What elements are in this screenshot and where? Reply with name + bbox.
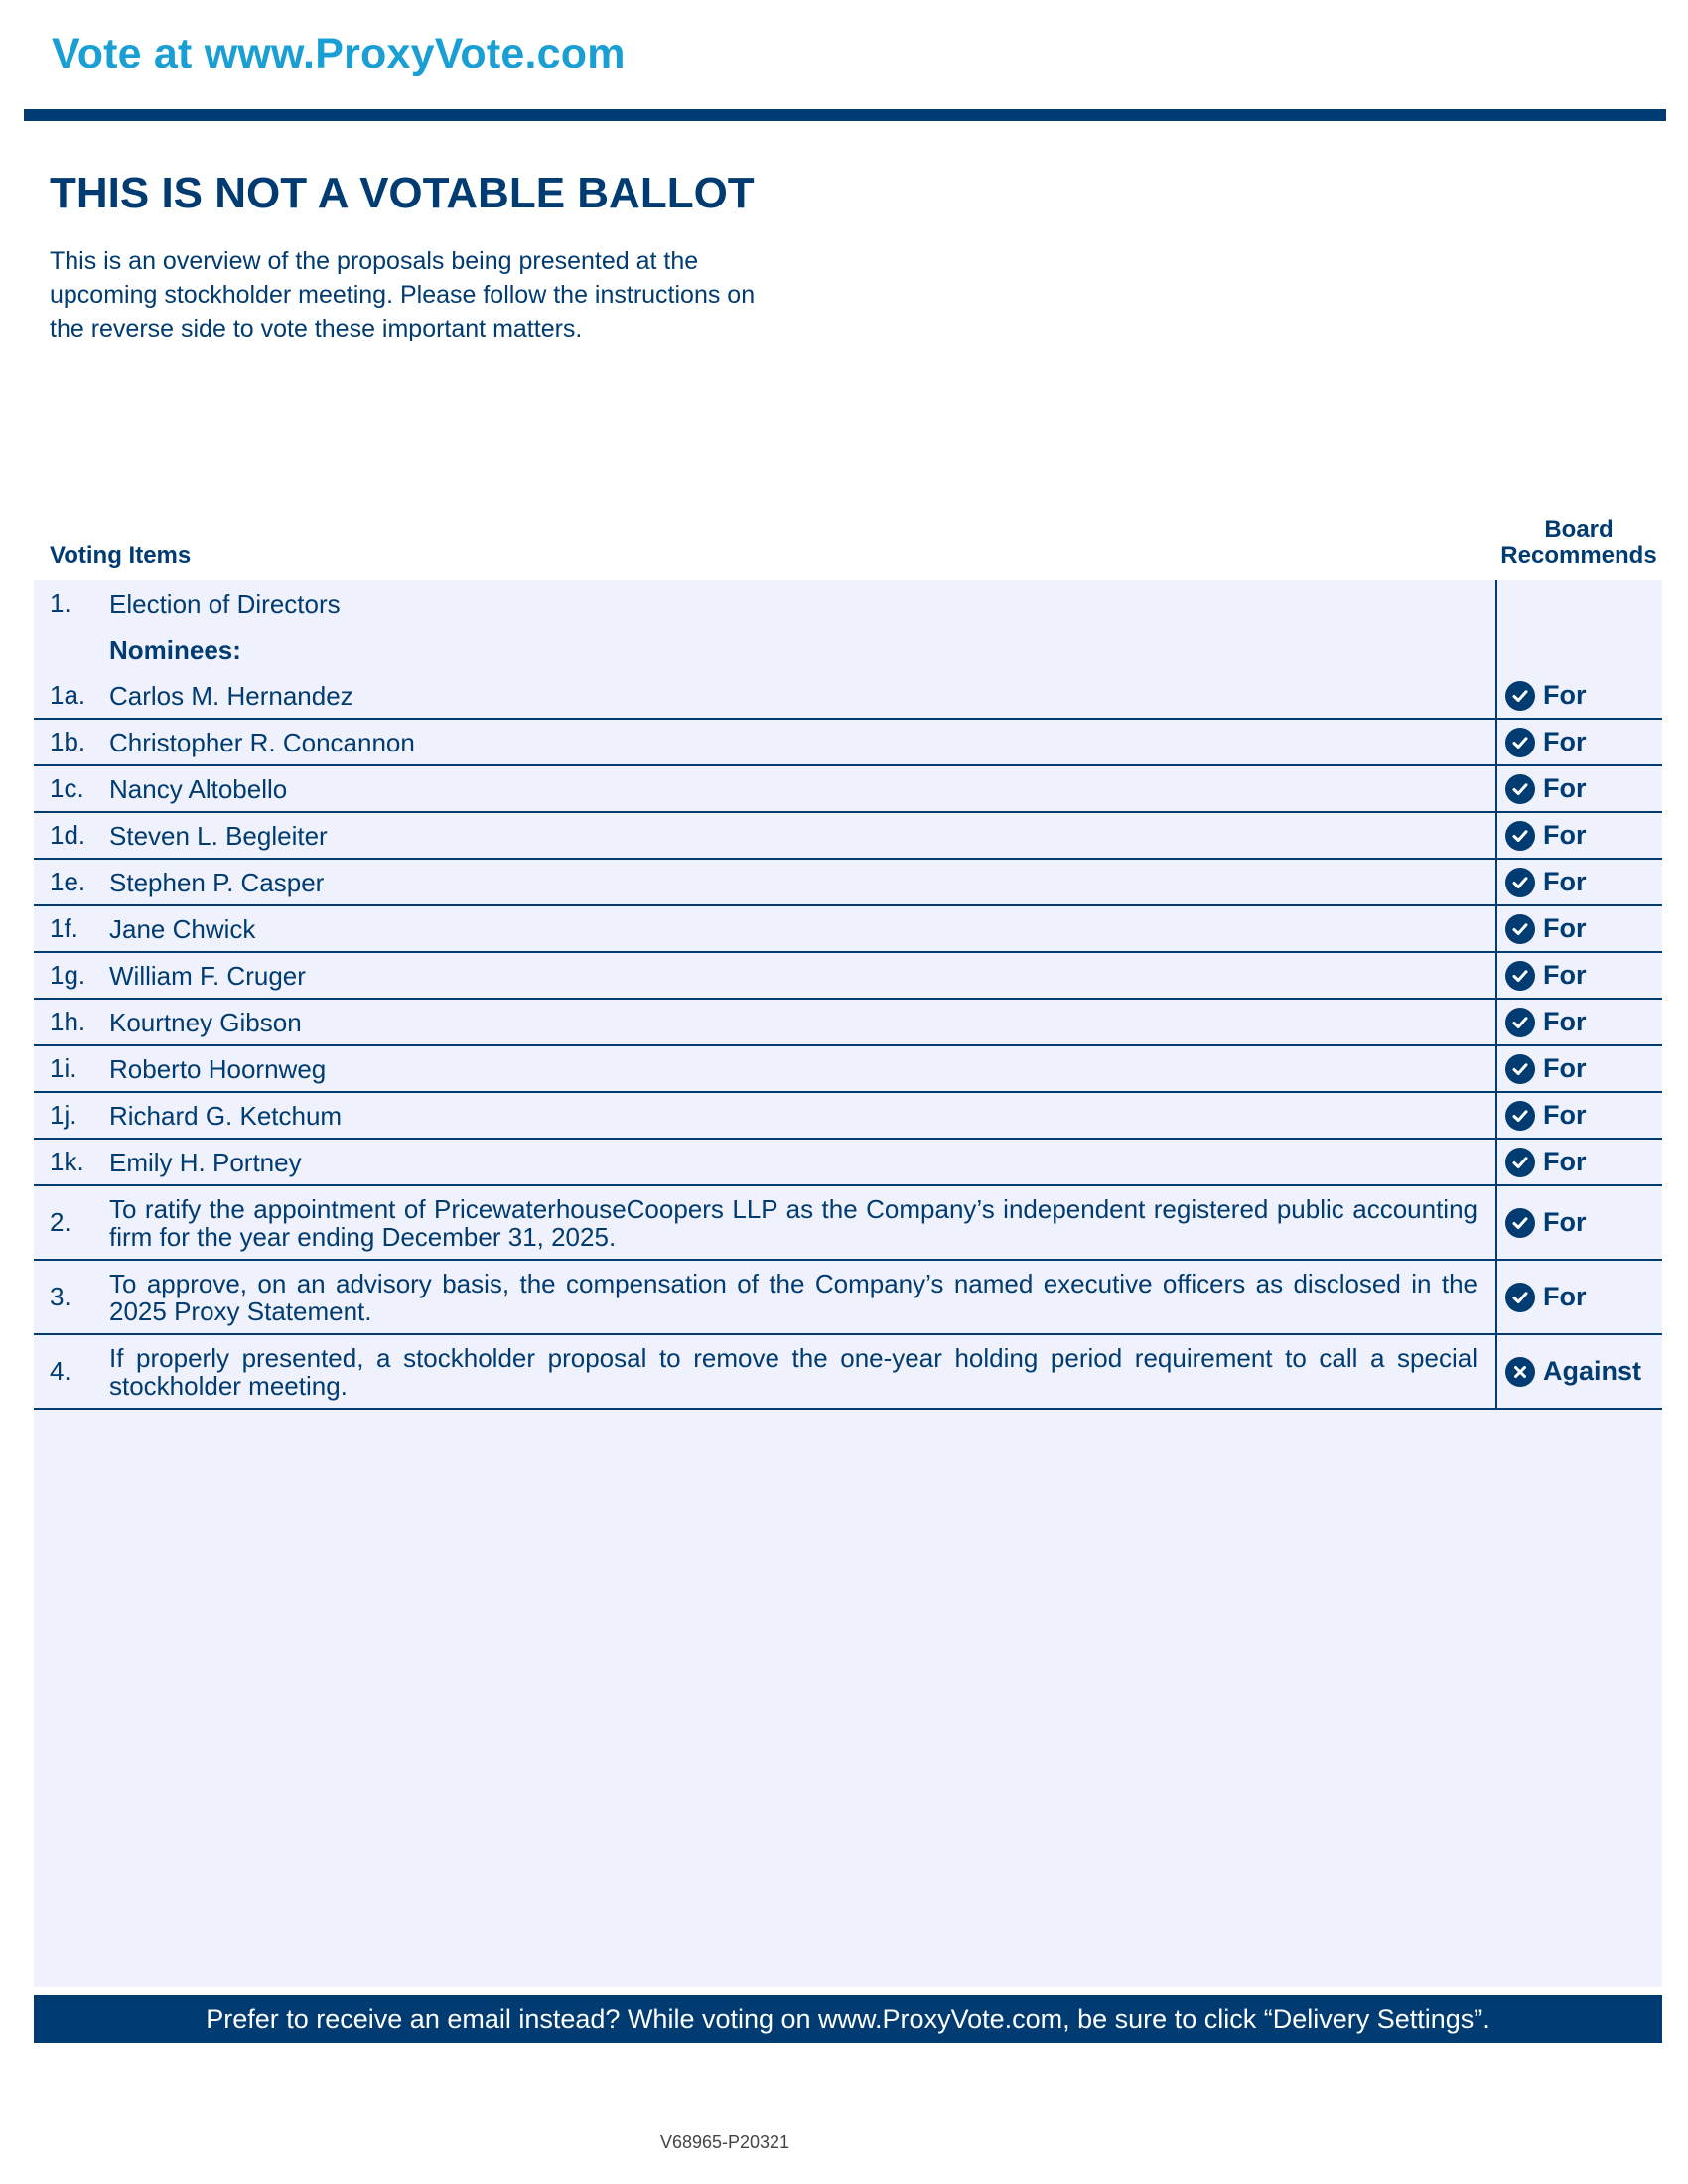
table-row: [34, 906, 1662, 953]
item-text: To approve, on an advisory basis, the compensation of the Company’s named executive officers as disclosed in the 2025 Proxy Statement.: [109, 1268, 1477, 1326]
item-text: If properly presented, a stockholder proposal to remove the one-year holding period requirement to call a special stockholder meeting.: [109, 1342, 1477, 1401]
recommendation-label: For: [1543, 867, 1587, 896]
recommendation-cell: [1495, 813, 1658, 858]
recommendation-cell-empty: [1495, 580, 1658, 626]
recommendation-label: For: [1543, 773, 1587, 803]
check-icon: [1511, 920, 1529, 938]
table-row: [34, 720, 1662, 766]
recommendation-label: For: [1543, 913, 1587, 943]
check-icon: [1511, 780, 1529, 798]
recommendation-label: For: [1543, 1053, 1587, 1083]
item-number: 1.: [50, 588, 71, 617]
recommendation-cell: [1495, 1186, 1658, 1259]
table-row-nominees: [34, 626, 1662, 673]
item-number: 1g.: [50, 960, 86, 990]
item-text: Steven L. Begleiter: [109, 820, 328, 851]
item-text: Richard G. Ketchum: [109, 1100, 343, 1131]
recommendation-label: For: [1543, 1007, 1587, 1036]
check-icon: [1511, 1107, 1529, 1125]
for-icon: [1505, 1208, 1535, 1238]
item-text: Christopher R. Concannon: [109, 727, 415, 757]
item-text: Jane Chwick: [109, 913, 256, 944]
for-icon: [1505, 681, 1535, 711]
check-icon: [1511, 1014, 1529, 1031]
table-row-item-1: [34, 580, 1662, 626]
item-text: Stephen P. Casper: [109, 867, 325, 897]
recommendation-label: For: [1543, 1100, 1587, 1130]
intro-line: upcoming stockholder meeting. Please follow the instructions on: [50, 281, 756, 309]
table-row: [34, 1000, 1662, 1046]
item-number: 1d.: [50, 820, 86, 850]
check-icon: [1511, 734, 1529, 751]
recommendation-label: For: [1543, 1207, 1587, 1237]
check-icon: [1511, 967, 1529, 985]
recommendation-cell-empty: [1495, 626, 1658, 673]
check-icon: [1511, 1214, 1529, 1232]
table-row: [34, 673, 1662, 720]
item-number: 1j.: [50, 1100, 77, 1130]
voting-table: [34, 580, 1662, 1410]
recommendation-label: For: [1543, 960, 1587, 990]
column-header-board-line: Recommends: [1500, 542, 1657, 569]
item-text: William F. Cruger: [109, 960, 306, 991]
column-header-board-line: Board: [1544, 516, 1614, 543]
for-icon: [1505, 728, 1535, 757]
for-icon: [1505, 961, 1535, 991]
recommendation-cell: [1495, 860, 1658, 904]
recommendation-cell: [1495, 1046, 1658, 1091]
item-number: 1k.: [50, 1147, 84, 1176]
recommendation-label: For: [1543, 680, 1587, 710]
column-header-voting-items: Voting Items: [50, 542, 192, 569]
for-icon: [1505, 1283, 1535, 1312]
recommendation-label: For: [1543, 1147, 1587, 1176]
table-row: [34, 1186, 1662, 1261]
ballot-heading: THIS IS NOT A VOTABLE BALLOT: [50, 169, 755, 217]
against-icon: [1505, 1357, 1535, 1387]
footer-bar: Prefer to receive an email instead? While voting on www.ProxyVote.com, be sure to click “Delivery Settings”.: [34, 1995, 1662, 2043]
item-text: Kourtney Gibson: [109, 1007, 302, 1037]
item-text: Roberto Hoornweg: [109, 1053, 327, 1084]
recommendation-cell: [1495, 1000, 1658, 1044]
for-icon: [1505, 1054, 1535, 1084]
item-text: To ratify the appointment of PricewaterhouseCoopers LLP as the Company’s independent registered public accounting firm for the year ending December 31, 2025.: [109, 1193, 1477, 1252]
recommendation-cell: [1495, 1140, 1658, 1184]
for-icon: [1505, 821, 1535, 851]
table-row: [34, 813, 1662, 860]
item-number: 3.: [50, 1282, 71, 1311]
table-row: [34, 1335, 1662, 1410]
item-text: Carlos M. Hernandez: [109, 680, 353, 711]
item-text: Election of Directors: [109, 588, 341, 618]
table-row: [34, 1093, 1662, 1140]
table-row: [34, 860, 1662, 906]
recommendation-cell: [1495, 766, 1658, 811]
for-icon: [1505, 914, 1535, 944]
recommendation-cell: [1495, 1335, 1658, 1408]
item-text: Nancy Altobello: [109, 773, 288, 804]
column-header-board-recommends: [1494, 517, 1663, 569]
intro-text: [50, 244, 844, 345]
item-number: 4.: [50, 1356, 71, 1386]
item-number: 2.: [50, 1207, 71, 1237]
check-icon: [1511, 1154, 1529, 1171]
table-row: [34, 1140, 1662, 1186]
item-number: 1c.: [50, 773, 84, 803]
recommendation-cell: [1495, 1261, 1658, 1333]
intro-line: the reverse side to vote these important matters.: [50, 315, 583, 342]
check-icon: [1511, 687, 1529, 705]
recommendation-cell: [1495, 1093, 1658, 1138]
recommendation-cell: [1495, 953, 1658, 998]
check-icon: [1511, 1060, 1529, 1078]
check-icon: [1511, 1289, 1529, 1306]
site-title[interactable]: Vote at www.ProxyVote.com: [52, 30, 626, 77]
table-row: [34, 1046, 1662, 1093]
recommendation-label: Against: [1543, 1356, 1642, 1386]
ballot-panel: [34, 580, 1662, 1987]
item-text: Emily H. Portney: [109, 1147, 302, 1177]
item-number: 1e.: [50, 867, 86, 896]
nominees-label: Nominees:: [109, 634, 241, 665]
for-icon: [1505, 1101, 1535, 1131]
table-row: [34, 953, 1662, 1000]
x-icon: [1512, 1364, 1528, 1380]
top-rule: [24, 109, 1666, 121]
table-row: [34, 766, 1662, 813]
intro-line: This is an overview of the proposals being presented at the: [50, 247, 699, 275]
for-icon: [1505, 1148, 1535, 1177]
recommendation-cell: [1495, 720, 1658, 764]
check-icon: [1511, 827, 1529, 845]
recommendation-label: For: [1543, 727, 1587, 756]
item-number: 1f.: [50, 913, 78, 943]
for-icon: [1505, 1008, 1535, 1037]
item-number: 1a.: [50, 680, 86, 710]
recommendation-label: For: [1543, 1282, 1587, 1311]
recommendation-cell: [1495, 673, 1658, 718]
item-number: 1h.: [50, 1007, 86, 1036]
document-code: V68965-P20321: [659, 2132, 790, 2152]
item-number: 1b.: [50, 727, 86, 756]
table-row: [34, 1261, 1662, 1335]
item-number: 1i.: [50, 1053, 77, 1083]
recommendation-label: For: [1543, 820, 1587, 850]
for-icon: [1505, 868, 1535, 897]
check-icon: [1511, 874, 1529, 891]
for-icon: [1505, 774, 1535, 804]
recommendation-cell: [1495, 906, 1658, 951]
